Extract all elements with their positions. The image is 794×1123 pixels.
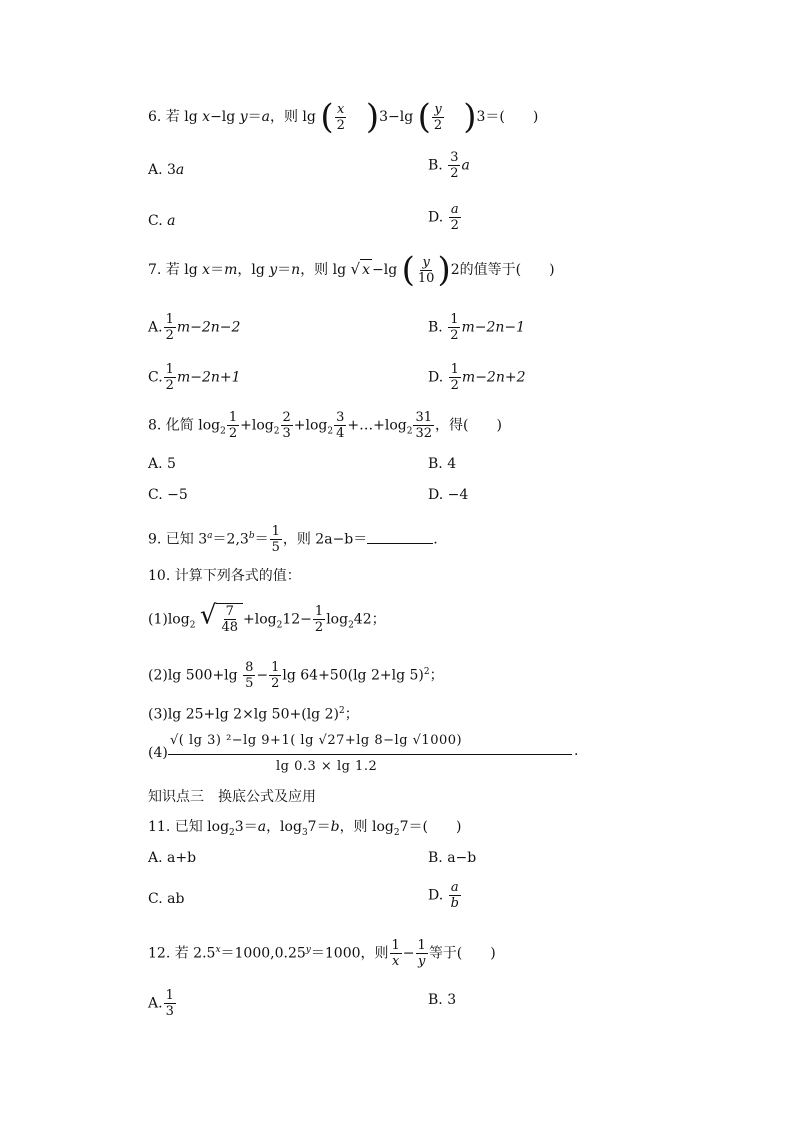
q7-stem: 7. 若 lg x＝m，lg y＝n，则 lg √ x −lg ( $\frac{y}{10}$ )2的值等于( ) [148,250,555,290]
q6-option-c[interactable]: C. a [148,213,176,229]
q9-stem: 9. 已知 $3^a=2,3^b=$ $\frac{1}{5}$ ，则 2a−b＝ . [148,524,438,555]
q7-option-a[interactable]: A. $\frac{1}{2}$ m−2n−2 [148,312,241,343]
fraction: $\frac{x}{2}$ [336,101,345,133]
q10-part1: $(1)\log_2$ √ $\frac{7}{48}$ $+\log_212-$ $\frac{1}{2}$ $\log_242$； [148,600,386,635]
q8-option-a[interactable]: A. 5 [148,456,176,472]
sqrt-icon: √ [199,600,217,631]
q10-part3: (3)lg 25+lg 2×lg 50+(lg 2)$^2$； [148,706,359,723]
left-paren: ( [320,97,334,137]
q8-option-c[interactable]: C. −5 [148,487,188,503]
q7-option-d[interactable]: D. $\frac{1}{2}$ m−2n+2 [428,362,526,393]
q12-option-a[interactable]: A. $\frac{1}{3}$ [148,988,174,1019]
q6-option-a[interactable]: A. 3a [148,162,185,178]
section-heading: 知识点三 换底公式及应用 [148,789,316,805]
q12-option-b[interactable]: B. 3 [428,992,457,1008]
q6-option-d[interactable]: D. $\frac{a}{2}$ [428,202,459,233]
q11-option-d[interactable]: D. $\frac{a}{b}$ [428,880,459,911]
q11-option-a[interactable]: A. a+b [148,850,197,866]
fraction: $\frac{y}{2}$ [433,101,443,133]
q10-part2: (2)lg 500+lg $\frac{8}{5}$ − $\frac{1}{2}$ lg 64+50(lg 2+lg 5)$^2$； [148,660,444,691]
q7-option-b[interactable]: B. $\frac{1}{2}$ m−2n−1 [428,312,526,343]
answer-blank[interactable] [367,531,433,544]
q8-option-d[interactable]: D. −4 [428,487,469,503]
q7-option-c[interactable]: C. $\frac{1}{2}$ m−2n+1 [148,362,241,393]
q8-option-b[interactable]: B. 4 [428,456,457,472]
q6-stem: 6. 若 lg x−lg y＝a，则 lg ( $\frac{x}{2}$ )3−lg ( $\frac{y}{2}$ )3＝( ) [148,97,539,137]
q11-stem: 11. 已知 $\log_23=a$，$\log_37=b$，则 $\log_27=$( ) [148,819,462,838]
q6-option-b[interactable]: B. $\frac{3}{2}$ a [428,150,470,181]
fraction-bar [168,754,572,755]
q12-stem: 12. 若 $2.5^x=1000,0.25^y=1000$，则 $\frac{1}{x}$ − $\frac{1}{y}$ 等于( ) [148,938,496,969]
q11-option-c[interactable]: C. ab [148,891,185,907]
q10-stem: 10. 计算下列各式的值： [148,568,301,584]
q11-option-b[interactable]: B. a−b [428,850,477,866]
sqrt-icon: √ [350,260,361,278]
q8-stem: 8. 化简 $\log_2$ $\frac{1}{2}$ $+\log_2$ $\frac{2}{3}$ $+\log_2$ $\frac{3}{4}$ $+\dots+\log_2$ $\frac{31}{32}$ ，得( ) [148,410,502,441]
